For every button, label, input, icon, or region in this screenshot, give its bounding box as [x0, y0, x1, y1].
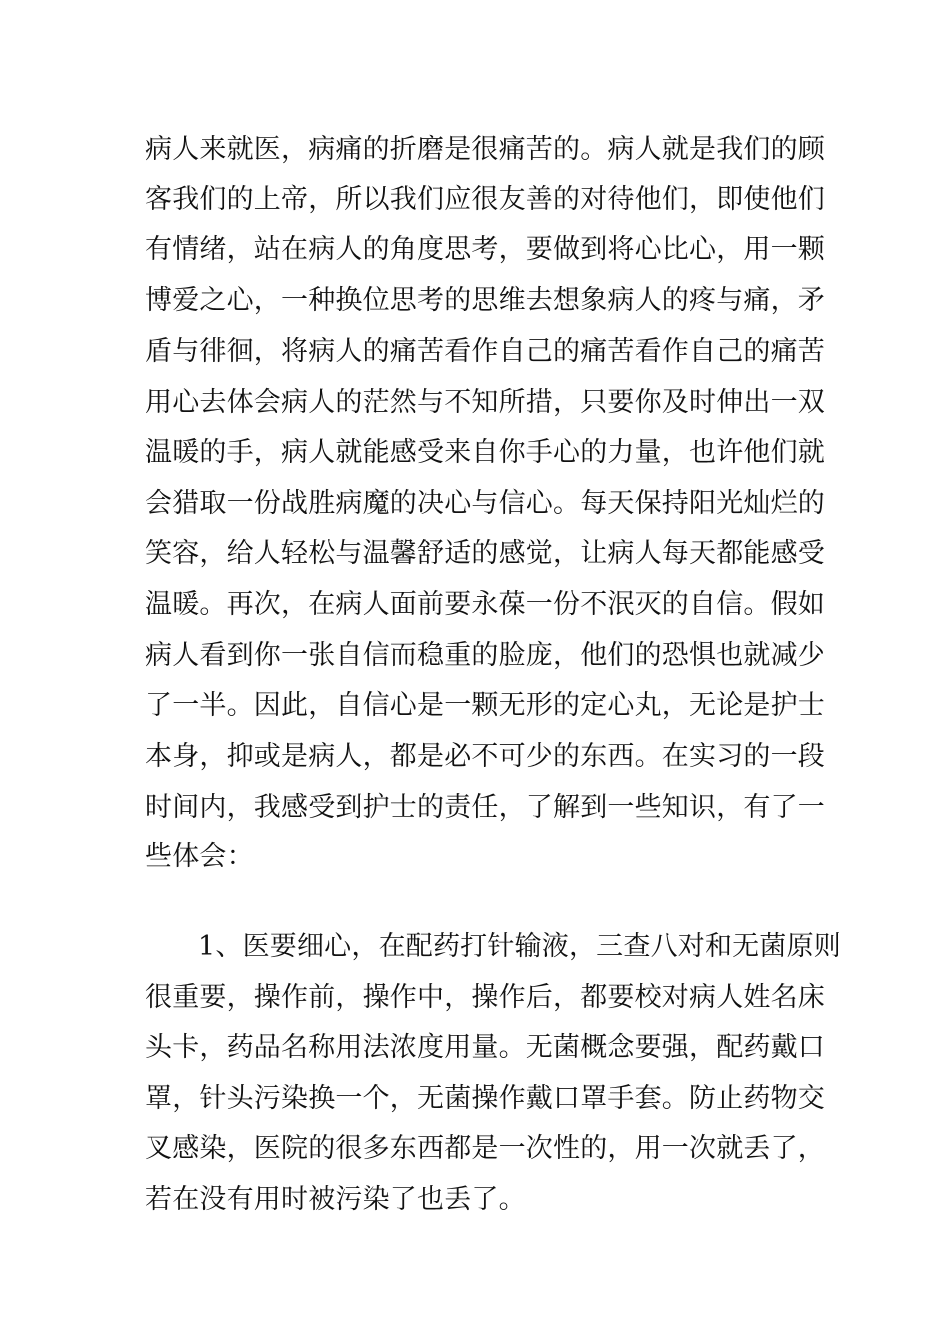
paragraph-1-line: 会猎取一份战胜病魔的决心与信心。每天保持阳光灿烂的 [145, 488, 825, 519]
paragraph-1-line: 盾与徘徊，将病人的痛苦看作自己的痛苦看作自己的痛苦 [145, 336, 825, 367]
paragraph-1-line: 本身，抑或是病人，都是必不可少的东西。在实习的一段 [145, 741, 825, 772]
paragraph-2-line: 头卡，药品名称用法浓度用量。无菌概念要强，配药戴口 [145, 1032, 825, 1063]
paragraph-1-line: 博爱之心，一种换位思考的思维去想象病人的疼与痛，矛 [145, 285, 825, 316]
paragraph-1-line: 些体会： [145, 841, 254, 872]
paragraph-2-line: 罩，针头污染换一个，无菌操作戴口罩手套。防止药物交 [145, 1083, 825, 1114]
paragraph-1-line: 用心去体会病人的茫然与不知所措，只要你及时伸出一双 [145, 387, 825, 418]
paragraph-2-line: 叉感染，医院的很多东西都是一次性的，用一次就丢了， [145, 1133, 825, 1164]
paragraph-1-line: 客我们的上帝，所以我们应很友善的对待他们，即使他们 [145, 184, 825, 215]
paragraph-1-line: 时间内，我感受到护士的责任，了解到一些知识，有了一 [145, 792, 825, 823]
paragraph-1-line: 有情绪，站在病人的角度思考，要做到将心比心，用一颗 [145, 234, 825, 265]
paragraph-1-line: 了一半。因此，自信心是一颗无形的定心丸，无论是护士 [145, 690, 825, 721]
paragraph-1-line: 温暖。再次，在病人面前要永葆一份不泯灭的自信。假如 [145, 589, 825, 620]
paragraph-1-line: 温暖的手，病人就能感受来自你手心的力量，也许他们就 [145, 437, 825, 468]
paragraph-1-line: 笑容，给人轻松与温馨舒适的感觉，让病人每天都能感受 [145, 538, 825, 569]
paragraph-2-line: 很重要，操作前，操作中，操作后，都要校对病人姓名床 [145, 982, 825, 1013]
paragraph-1-line: 病人看到你一张自信而稳重的脸庞，他们的恐惧也就减少 [145, 640, 825, 671]
paragraph-1-line: 病人来就医，病痛的折磨是很痛苦的。病人就是我们的顾 [145, 134, 825, 165]
paragraph-2-line: 1、医要细心，在配药打针输液，三查八对和无菌原则 [198, 931, 841, 962]
paragraph-2-line: 若在没有用时被污染了也丢了。 [145, 1184, 526, 1215]
